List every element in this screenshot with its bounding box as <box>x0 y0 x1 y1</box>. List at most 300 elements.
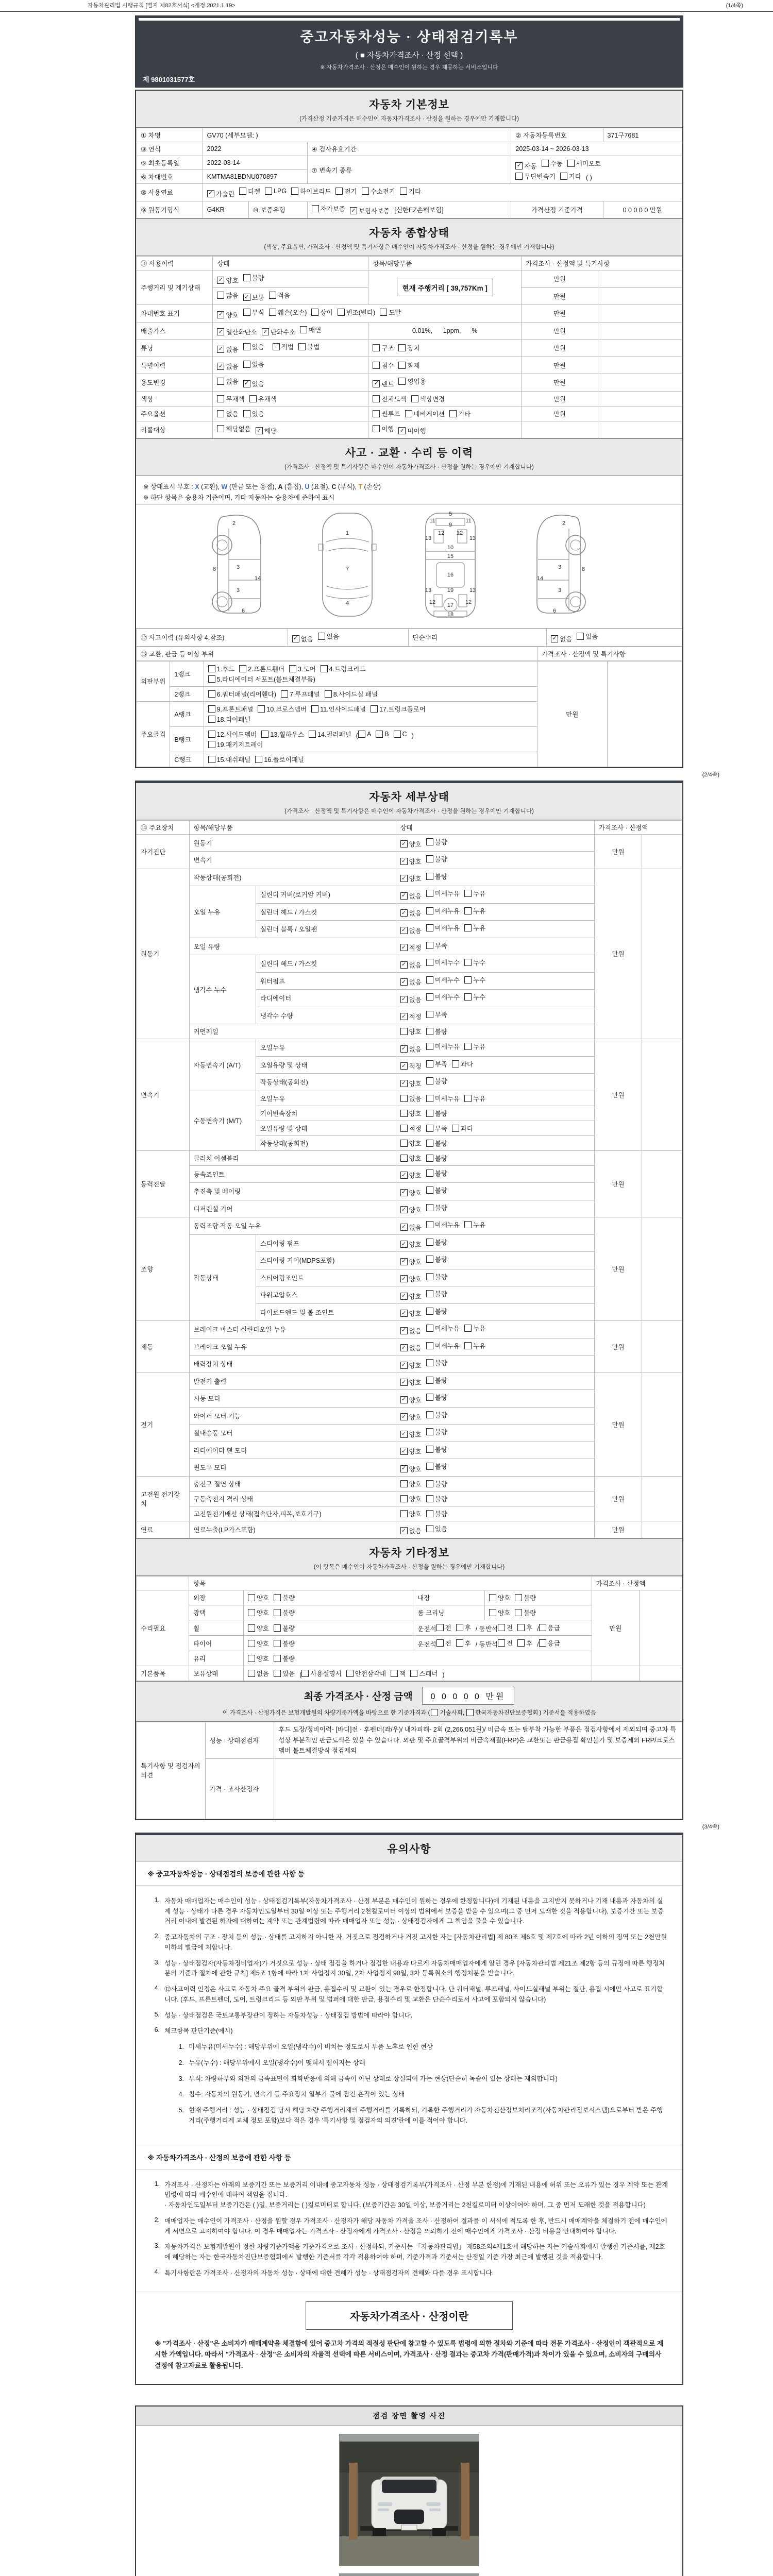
checkbox-label: 부족 <box>434 1125 447 1132</box>
cell <box>256 972 396 990</box>
text: 2022 <box>207 145 222 152</box>
checkbox-불량[interactable] <box>274 1623 295 1633</box>
checkbox-적정[interactable] <box>400 1061 422 1071</box>
cell <box>522 270 598 288</box>
checkbox-미세누유[interactable] <box>426 1094 460 1103</box>
form-regulation-note: 자동차관리법 시행규칙 [별지 제82호서식] <개정 2021.1.19> <box>88 3 236 9</box>
appraiser-opinion <box>274 1758 682 1819</box>
checkbox-전체도색[interactable] <box>373 394 406 403</box>
checkbox-미세누유[interactable] <box>426 1220 460 1229</box>
notice-item <box>147 2268 669 2279</box>
cell <box>256 1091 396 1106</box>
checkbox-불량[interactable] <box>426 1168 447 1178</box>
checkbox-양호[interactable] <box>400 1274 422 1283</box>
checkbox-18.리어패널[interactable] <box>208 715 251 724</box>
checkbox-불량[interactable] <box>426 1076 447 1086</box>
checkbox-8.사이드실 패널[interactable] <box>325 689 378 699</box>
checkbox-양호[interactable] <box>248 1593 269 1602</box>
cell <box>213 374 368 392</box>
checkbox-침수[interactable] <box>373 361 394 370</box>
checkbox-label: 기타 <box>458 410 471 418</box>
checkbox-상이[interactable] <box>311 308 332 317</box>
checkbox-box: ✓ <box>207 190 214 197</box>
checkbox-없음[interactable] <box>551 634 572 643</box>
checkbox-없음[interactable] <box>400 1223 422 1232</box>
checkbox-box <box>426 1377 433 1384</box>
checkbox-유채색[interactable] <box>249 394 277 403</box>
checkbox-9.프론트패널[interactable] <box>208 704 254 714</box>
checkbox-없음[interactable] <box>217 362 238 371</box>
checkbox-LPG[interactable] <box>265 188 287 195</box>
checkbox-이행[interactable] <box>373 424 394 433</box>
checkbox-없음[interactable] <box>248 1669 269 1678</box>
checkbox-양호[interactable] <box>248 1623 269 1633</box>
checkbox-전[interactable] <box>436 1638 451 1648</box>
checkbox-누유[interactable] <box>464 906 485 916</box>
checkbox-부족[interactable] <box>426 1059 447 1069</box>
checkbox-후[interactable] <box>456 1638 471 1648</box>
notice-subitems <box>172 2042 669 2126</box>
checkbox-1.후드[interactable] <box>208 664 235 673</box>
checkbox-label: 9.프론트패널 <box>216 705 254 713</box>
checkbox-양호[interactable] <box>400 1430 422 1439</box>
text: 성능 · 상태점검자 <box>209 1737 259 1744</box>
checkbox-양호[interactable] <box>217 276 238 285</box>
cell <box>213 357 368 374</box>
checkbox-없음[interactable] <box>400 995 422 1004</box>
checkbox-불량[interactable] <box>426 1445 447 1454</box>
checkbox-label: 누유 <box>473 1342 486 1350</box>
checkbox-양호[interactable] <box>248 1639 269 1648</box>
checkbox-label: 10.크로스멤버 <box>266 705 307 713</box>
checkbox-없음[interactable] <box>400 1343 422 1352</box>
checkbox-매연[interactable] <box>300 325 321 334</box>
checkbox-label: 불량 <box>282 1609 295 1617</box>
cell <box>396 955 594 973</box>
checkbox-4.트렁크리드[interactable] <box>321 664 366 673</box>
text: 항목 <box>193 1580 206 1587</box>
cell <box>256 955 396 973</box>
checkbox-불량[interactable] <box>515 1593 536 1602</box>
checkbox-없음[interactable] <box>400 908 422 918</box>
checkbox-box: ✓ <box>400 909 408 917</box>
cell <box>137 142 203 156</box>
checkbox-불량[interactable] <box>426 1203 447 1212</box>
checkbox-box <box>400 1495 408 1502</box>
checkbox-box <box>261 731 268 738</box>
checkbox-한국자동차진단보증협회[interactable]: 한국자동차진단보증협회 <box>466 1708 538 1717</box>
checkbox-안전삼각대[interactable] <box>346 1669 386 1678</box>
text: 만원 <box>566 710 579 718</box>
checkbox-불량[interactable] <box>426 1307 447 1316</box>
notice-item-text: 중고자동차의 구조 · 장치 등의 성능 · 상태를 고지하지 아니한 자, 거짓으로 점검하거나 거짓 고지한 자는 [자동차관리법] 제 80조 제6호 및 제7호에 따라 2년 이하의 징역 또는 2천만원 이하의 벌금에 처합니다. <box>164 1934 667 1951</box>
checkbox-양호[interactable] <box>400 1494 422 1503</box>
panel-number-label: 15 <box>447 553 454 560</box>
checkbox-누유[interactable] <box>464 889 485 898</box>
checkbox-13.휠하우스[interactable] <box>261 730 304 739</box>
checkbox-영업용[interactable] <box>398 377 426 386</box>
checkbox-없음[interactable] <box>217 377 238 386</box>
checkbox-과다[interactable] <box>452 1059 473 1069</box>
checkbox-label: 양호 <box>497 1609 511 1617</box>
checkbox-기타[interactable] <box>449 409 470 418</box>
checkbox-자가보증[interactable] <box>312 204 345 213</box>
checkbox-양호[interactable] <box>400 1188 422 1197</box>
checkbox-없음[interactable] <box>400 977 422 987</box>
checkbox-box <box>426 993 433 1001</box>
checkbox-불량[interactable] <box>426 1376 447 1385</box>
checkbox-5.라디에이터 서포트(볼트체결부품)[interactable] <box>208 674 315 684</box>
checkbox-없음[interactable] <box>217 409 238 418</box>
field-model-year-value <box>203 142 307 156</box>
checkbox-후[interactable] <box>517 1623 532 1632</box>
checkbox-전[interactable] <box>498 1638 513 1648</box>
checkbox-없음[interactable] <box>400 1094 422 1103</box>
checkbox-box <box>249 395 257 402</box>
checkbox-box <box>398 344 406 351</box>
checkbox-구조[interactable] <box>373 343 394 352</box>
checkbox-11.인사이드패널[interactable] <box>311 704 366 714</box>
checkbox-label: 미이행 <box>407 428 426 435</box>
checkbox-미세누수[interactable] <box>426 992 460 1002</box>
checkbox-불량[interactable] <box>426 1109 447 1118</box>
checkbox-label: 미세누유 <box>434 1043 460 1050</box>
checkbox-양호[interactable] <box>400 1240 422 1249</box>
checkbox-전[interactable] <box>436 1623 451 1632</box>
checkbox-양호[interactable] <box>400 1309 422 1318</box>
checkbox-세미오토[interactable] <box>567 159 601 168</box>
checkbox-양호[interactable] <box>400 874 422 883</box>
checkbox-적음[interactable] <box>269 291 290 300</box>
checkbox-box <box>321 665 328 672</box>
checkbox-box: ✓ <box>400 1396 408 1403</box>
checkbox-label: 불량 <box>282 1624 295 1632</box>
checkbox-label: 있음 <box>251 344 264 351</box>
text: 차대번호 표기 <box>141 310 180 318</box>
checkbox-과다[interactable] <box>452 1124 473 1133</box>
checkbox-box <box>426 1095 433 1102</box>
panel-number-label: 11 <box>429 518 435 524</box>
checkbox-7.루프패널[interactable] <box>281 689 320 699</box>
checkbox-불량[interactable] <box>426 1479 447 1488</box>
checkbox-해당없음[interactable] <box>217 424 250 433</box>
checkbox-보험사보증[interactable] <box>350 206 390 215</box>
text: 후드 도장/정비이력- [바디]전 · 후펜더(좌/우)/ 내차피해- 2회 (2,266,051원)/ 비금속 또는 탈부착 가능한 부품은 점검사항에서 제외되며 중고차 특성상 부분적인 판금도색은 있을 수 있습니다. 외판 및 주요골격부위의 비금속재질(FRP)은 교환또는 판금용접 확인불가 및 보증제외 FRP/크로스멤버 볼트체결방식 점검제외 <box>278 1726 677 1755</box>
checkbox-label: 양호 <box>409 1495 422 1503</box>
checkbox-불량[interactable] <box>426 1358 447 1367</box>
checkbox-불량[interactable] <box>426 1185 447 1195</box>
checkbox-불량[interactable] <box>426 1509 447 1518</box>
checkbox-미세누수[interactable] <box>426 975 460 985</box>
checkbox-A[interactable] <box>358 731 371 738</box>
checkbox-있음[interactable] <box>426 1524 447 1533</box>
cell <box>396 1252 594 1269</box>
checkbox-불량[interactable] <box>426 854 447 863</box>
checkbox-수소전기[interactable] <box>362 187 395 196</box>
cell <box>368 406 522 421</box>
checkbox-누수[interactable] <box>464 975 485 985</box>
checkbox-양호[interactable] <box>400 1109 422 1118</box>
checkbox-미세누유[interactable] <box>426 889 460 898</box>
checkbox-누유[interactable] <box>464 1220 485 1229</box>
checkbox-많음[interactable] <box>217 291 238 300</box>
checkbox-없음[interactable] <box>400 960 422 970</box>
checkbox-있음[interactable] <box>577 632 598 641</box>
checkbox-양호[interactable] <box>400 1079 422 1088</box>
checkbox-box <box>274 1594 281 1601</box>
checkbox-box <box>464 959 472 966</box>
checkbox-box <box>426 1221 433 1228</box>
checkbox-label: 미세누수 <box>434 976 460 984</box>
checkbox-10.크로스멤버[interactable] <box>258 704 307 714</box>
checkbox-누유[interactable] <box>464 1042 485 1051</box>
checkbox-미세누수[interactable] <box>426 958 460 967</box>
checkbox-적정[interactable] <box>400 1124 422 1133</box>
checkbox-누수[interactable] <box>464 992 485 1002</box>
checkbox-양호[interactable] <box>400 1154 422 1163</box>
checkbox-불량[interactable] <box>426 1393 447 1402</box>
cell <box>522 340 598 357</box>
checkbox-불량[interactable] <box>426 1272 447 1281</box>
checkbox-양호[interactable] <box>248 1608 269 1617</box>
text: 연료누출(LP가스포함) <box>193 1526 256 1534</box>
checkbox-불량[interactable] <box>426 1427 447 1436</box>
checkbox-3.도어[interactable] <box>289 664 316 673</box>
checkbox-불량[interactable] <box>426 1139 447 1148</box>
checkbox-응급[interactable] <box>539 1623 560 1632</box>
checkbox-양호[interactable] <box>400 1292 422 1301</box>
checkbox-양호[interactable] <box>400 1447 422 1456</box>
checkbox-있음[interactable] <box>318 632 339 641</box>
checkbox-보통[interactable] <box>243 293 264 302</box>
checkbox-훼손(오손)[interactable] <box>269 308 307 317</box>
checkbox-box <box>426 1187 433 1194</box>
checkbox-있음[interactable] <box>243 379 264 388</box>
checkbox-미세누유[interactable] <box>426 923 460 933</box>
text: 특기사항 및 점검자의 의견 <box>141 1762 200 1780</box>
checkbox-사용설명서[interactable] <box>301 1669 341 1678</box>
checkbox-양호[interactable] <box>400 1509 422 1518</box>
checkbox-양호[interactable] <box>400 1378 422 1387</box>
checkbox-있음[interactable] <box>243 360 264 369</box>
checkbox-변조(변타)[interactable] <box>338 308 376 317</box>
checkbox-없음[interactable] <box>400 1326 422 1335</box>
checkbox-색상변경[interactable] <box>411 394 445 403</box>
checkbox-양호[interactable] <box>400 1139 422 1148</box>
checkbox-없음[interactable] <box>400 891 422 901</box>
checkbox-양호[interactable] <box>217 310 238 319</box>
checkbox-기술사회[interactable]: 기술사회, <box>431 1708 464 1717</box>
checkbox-label: 침수 <box>381 362 394 369</box>
checkbox-양호[interactable] <box>400 1395 422 1404</box>
checkbox-적정[interactable] <box>400 1012 422 1021</box>
checkbox-14.필러패널[interactable] <box>309 730 351 739</box>
checkbox-label: 불량 <box>434 1463 447 1470</box>
checkbox-box <box>426 1394 433 1401</box>
checkbox-자동[interactable] <box>515 161 536 171</box>
checkbox-응급[interactable] <box>539 1638 560 1648</box>
checkbox-12.사이드멤버[interactable] <box>208 730 257 739</box>
checkbox-불법[interactable] <box>298 342 320 351</box>
cell <box>213 270 368 288</box>
cell <box>256 1121 396 1136</box>
checkbox-box <box>539 1639 546 1647</box>
code-x: X <box>195 483 199 490</box>
checkbox-2.프론트휀더[interactable] <box>239 664 284 673</box>
text: 2022-03-14 <box>207 159 240 166</box>
checkbox-box <box>391 1670 398 1677</box>
checkbox-렌트[interactable] <box>373 379 394 388</box>
checkbox-불량[interactable] <box>426 872 447 881</box>
checkbox-양호[interactable] <box>400 1361 422 1370</box>
checkbox-부식[interactable] <box>243 308 264 317</box>
checkbox-양호[interactable] <box>400 857 422 866</box>
cell <box>396 1056 594 1074</box>
checkbox-양호[interactable] <box>400 1412 422 1421</box>
checkbox-네비게이션[interactable] <box>405 409 445 418</box>
checkbox-16.플로어패널[interactable] <box>255 755 304 764</box>
checkbox-불량[interactable] <box>426 1410 447 1419</box>
checkbox-누유[interactable] <box>464 923 485 933</box>
checkbox-label: 8.사이드실 패널 <box>333 690 378 698</box>
checkbox-불량[interactable] <box>426 1238 447 1247</box>
cell <box>396 990 594 1007</box>
checkbox-있음[interactable] <box>243 342 264 351</box>
checkbox-불량[interactable] <box>426 1494 447 1503</box>
checkbox-box: ✓ <box>400 1527 408 1534</box>
checkbox-가솔린[interactable] <box>207 189 234 198</box>
checkbox-양호[interactable] <box>400 839 422 849</box>
cell <box>170 726 204 752</box>
checkbox-누유[interactable] <box>464 1324 485 1333</box>
checkbox-후[interactable] <box>517 1638 532 1648</box>
checkbox-기타[interactable] <box>400 187 421 196</box>
checkbox-부족[interactable] <box>426 1124 447 1133</box>
checkbox-양호[interactable] <box>400 1257 422 1266</box>
checkbox-무단변속기[interactable] <box>515 172 555 181</box>
checkbox-부족[interactable] <box>426 1010 447 1019</box>
checkbox-양호[interactable] <box>400 1171 422 1180</box>
text: 고전원전기배선 상태(접속단자,피복,보호기구) <box>193 1510 322 1518</box>
cell <box>642 1039 682 1151</box>
text: 브레이크 오일 누유 <box>193 1343 247 1351</box>
checkbox-17.트렁크플로어[interactable] <box>371 704 426 714</box>
checkbox-없음[interactable] <box>400 1526 422 1535</box>
checkbox-미세누유[interactable] <box>426 1341 460 1350</box>
cell <box>137 305 213 323</box>
checkbox-box: ✓ <box>217 346 224 353</box>
checkbox-누수[interactable] <box>464 958 485 967</box>
field-engine-type-value <box>203 201 248 218</box>
checkbox-양호[interactable] <box>400 1027 422 1036</box>
checkbox-불량[interactable] <box>274 1654 295 1663</box>
checkbox-box <box>426 1359 433 1366</box>
checkbox-양호[interactable] <box>400 1205 422 1214</box>
checkbox-스패너[interactable] <box>410 1669 438 1678</box>
cell <box>598 287 682 305</box>
checkbox-box <box>208 741 215 748</box>
panel-number-label: 9 <box>448 522 452 528</box>
checkbox-누유[interactable] <box>464 1094 485 1103</box>
checkbox-불량[interactable] <box>426 1289 447 1298</box>
checkbox-19.패키지트레이[interactable] <box>208 740 263 749</box>
checkbox-불량[interactable] <box>274 1639 295 1648</box>
checkbox-디젤[interactable] <box>239 187 260 196</box>
panel-number-label: 10 <box>447 545 454 551</box>
checkbox-양호[interactable] <box>400 1464 422 1473</box>
checkbox-label: 유채색 <box>258 395 277 403</box>
checkbox-수동[interactable] <box>542 159 563 168</box>
checkbox-B[interactable] <box>376 731 389 738</box>
checkbox-없음[interactable] <box>217 345 238 354</box>
checkbox-label: 불량 <box>434 873 447 880</box>
checkbox-label: 미세누유 <box>434 1342 460 1350</box>
checkbox-화재[interactable] <box>398 361 419 370</box>
checkbox-불량[interactable] <box>426 1462 447 1471</box>
checkbox-도말[interactable] <box>380 308 401 317</box>
checkbox-불량[interactable] <box>274 1608 295 1617</box>
checkbox-양호[interactable] <box>489 1593 510 1602</box>
checkbox-일산화탄소[interactable] <box>217 327 257 336</box>
text: 커먼레일 <box>193 1028 219 1036</box>
checkbox-15.대쉬패널[interactable] <box>208 755 251 764</box>
checkbox-장치[interactable] <box>398 343 419 352</box>
checkbox-잭[interactable] <box>391 1669 406 1678</box>
checkbox-하이브리드[interactable] <box>291 187 331 196</box>
checkbox-적정[interactable] <box>400 943 422 952</box>
checkbox-box <box>217 410 224 417</box>
checkbox-전[interactable] <box>498 1623 513 1632</box>
checkbox-불량[interactable] <box>274 1593 295 1602</box>
checkbox-미세누유[interactable] <box>426 906 460 916</box>
checkbox-탄화수소[interactable] <box>262 327 295 336</box>
checkbox-없음[interactable] <box>400 926 422 935</box>
checkbox-불량[interactable] <box>243 273 264 282</box>
checkbox-없음[interactable] <box>292 634 313 643</box>
checkbox-불량[interactable] <box>515 1608 536 1617</box>
checkbox-썬루프[interactable] <box>373 409 400 418</box>
checkbox-box <box>371 705 378 713</box>
summary-state-table <box>136 256 682 438</box>
checkbox-box: ✓ <box>400 1172 408 1179</box>
text: 항목/해당부품 <box>193 824 233 832</box>
checkbox-불량[interactable] <box>426 1255 447 1264</box>
checkbox-해당[interactable] <box>256 426 277 435</box>
checkbox-양호[interactable] <box>489 1608 510 1617</box>
checkbox-적법[interactable] <box>273 342 294 351</box>
checkbox-미세누유[interactable] <box>426 1042 460 1051</box>
checkbox-C[interactable] <box>394 731 407 738</box>
checkbox-기타[interactable] <box>560 172 581 181</box>
checkbox-미세누유[interactable] <box>426 1324 460 1333</box>
checkbox-미이행[interactable] <box>398 426 426 435</box>
checkbox-불량[interactable] <box>426 837 447 846</box>
checkbox-없음[interactable] <box>400 1044 422 1054</box>
checkbox-불량[interactable] <box>426 1027 447 1036</box>
checkbox-후[interactable] <box>456 1623 471 1632</box>
checkbox-부족[interactable] <box>426 941 447 950</box>
checkbox-전기[interactable] <box>335 187 357 196</box>
checkbox-있음[interactable] <box>243 409 264 418</box>
checkbox-양호[interactable] <box>400 1479 422 1488</box>
checkbox-누유[interactable] <box>464 1341 485 1350</box>
notice-item-number: 4. <box>154 1985 160 1992</box>
checkbox-있음[interactable] <box>274 1669 295 1678</box>
checkbox-불량[interactable] <box>426 1154 447 1163</box>
checkbox-6.쿼터패널(리어휀다)[interactable] <box>208 689 276 699</box>
checkbox-양호[interactable] <box>248 1654 269 1663</box>
checkbox-무채색[interactable] <box>217 394 244 403</box>
